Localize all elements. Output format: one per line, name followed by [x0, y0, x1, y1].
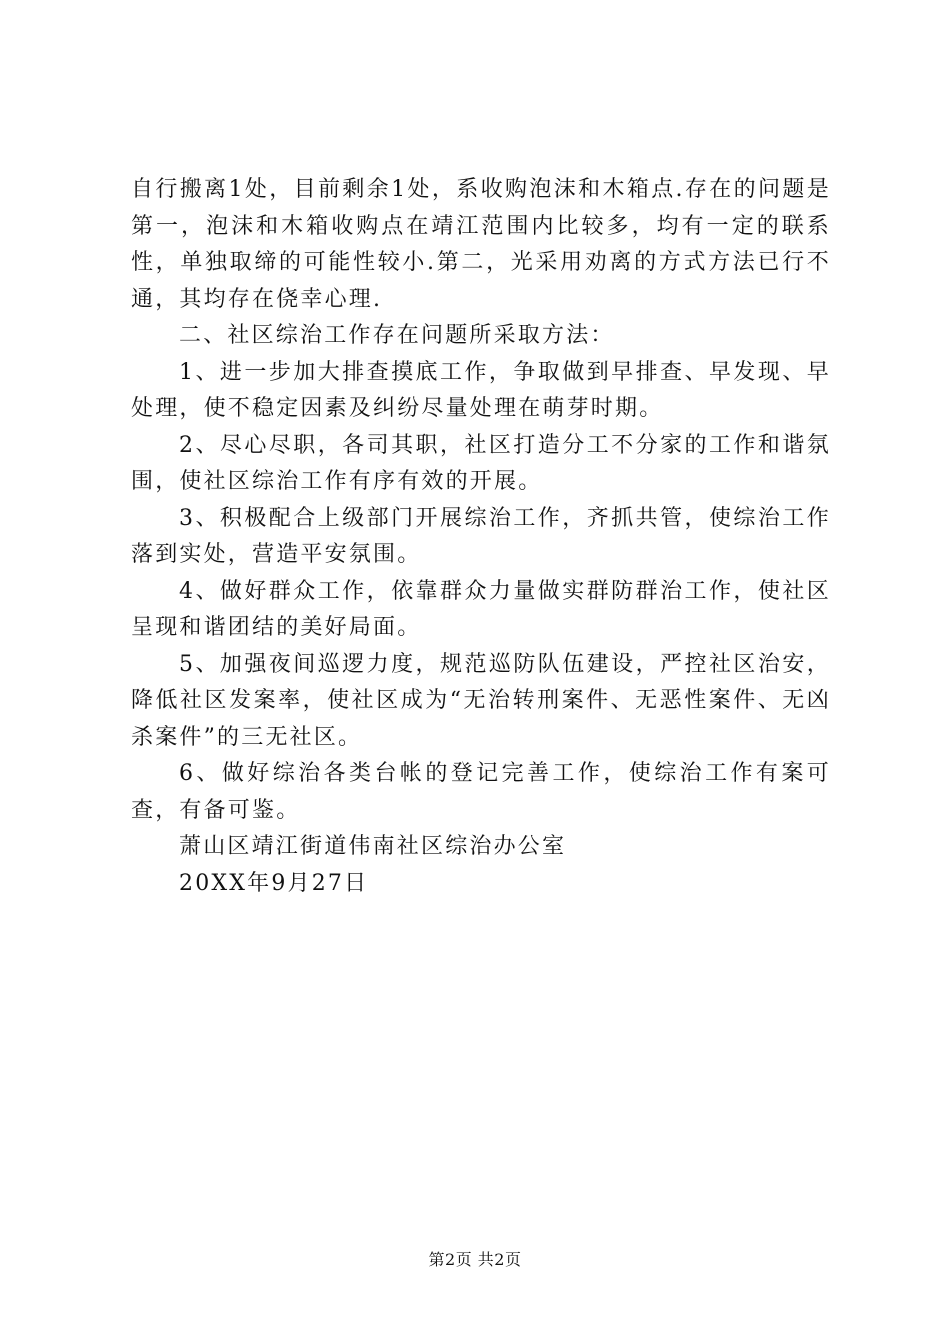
measure-item-3: 3、积极配合上级部门开展综治工作，齐抓共管，使综治工作落到实处，营造平安氛围。 — [131, 505, 831, 567]
measure-item-2: 2、尽心尽职，各司其职，社区打造分工不分家的工作和谐氛围，使社区综治工作有序有效的开展。 — [131, 432, 831, 494]
section-heading: 二、社区综治工作存在问题所采取方法： — [179, 323, 615, 348]
measure-item-1: 1、进一步加大排查摸底工作，争取做到早排查、早发现、早处理，使不稳定因素及纠纷尽量处理在萌芽时期。 — [131, 359, 831, 421]
measure-item-6: 6、做好综治各类台帐的登记完善工作，使综治工作有案可查，有备可鉴。 — [131, 761, 831, 823]
document-body — [131, 172, 831, 902]
signature-date: 20XX年9月27日 — [179, 870, 369, 896]
measure-item-5: 5、加强夜间巡逻力度，规范巡防队伍建设，严控社区治安，降低社区发案率，使社区成为“无治转刑案件、无恶性案件、无凶杀案件”的三无社区。 — [131, 651, 831, 750]
measure-item-4: 4、做好群众工作，依靠群众力量做实群防群治工作，使社区呈现和谐团结的美好局面。 — [131, 578, 831, 640]
signature-office: 萧山区靖江街道伟南社区综治办公室 — [179, 834, 567, 859]
page-number-footer: 第2页 共2页 — [428, 1250, 522, 1269]
paragraph-continuation: 自行搬离1处，目前剩余1处，系收购泡沫和木箱点.存在的问题是第一，泡沫和木箱收购点在靖江范围内比较多，均有一定的联系性，单独取缔的可能性较小.第二，光采用劝离的方式方法已行不通，其均存在侥幸心理. — [131, 177, 831, 312]
